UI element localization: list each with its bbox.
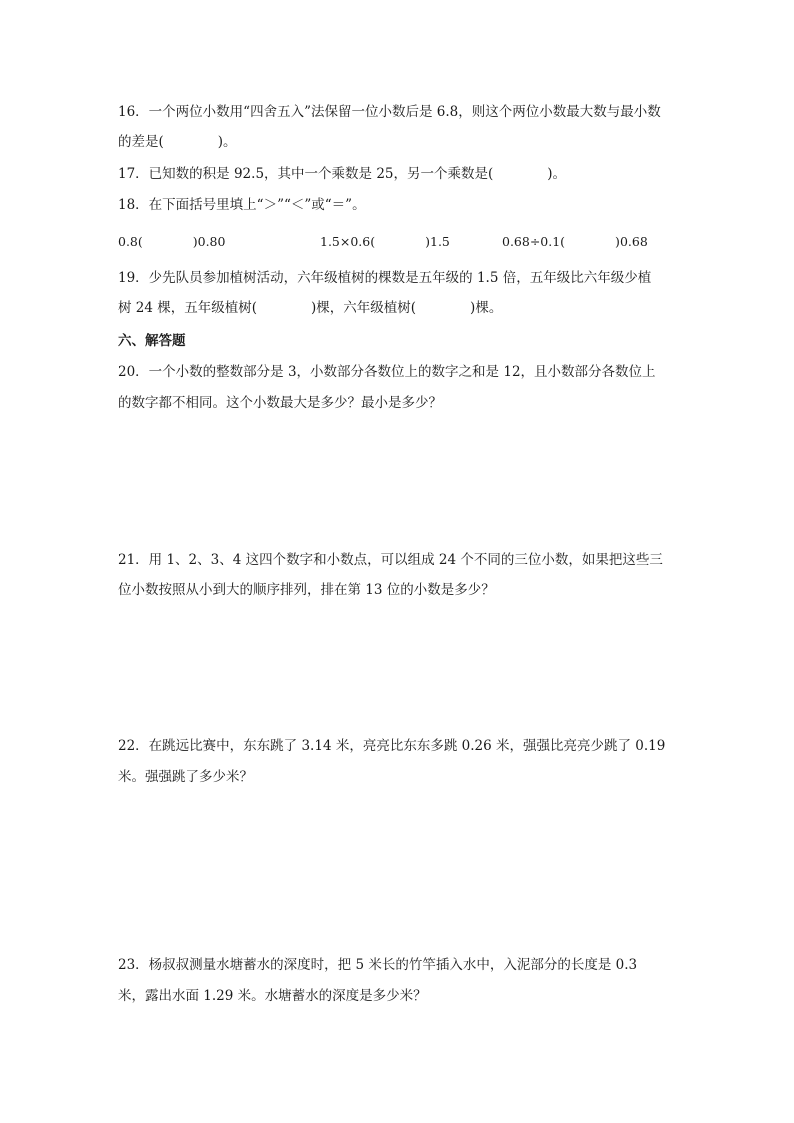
question-19-line-1: 19．少先队员参加植树活动，六年级植树的棵数是五年级的 1.5 倍，五年级比六年级少植	[118, 270, 652, 286]
question-21-line-2: 位小数按照从小到大的顺序排列，排在第 13 位的小数是多少？	[118, 582, 495, 598]
question-23-line-1: 23．杨叔叔测量水塘蓄水的深度时，把 5 米长的竹竿插入水中，入泥部分的长度是 0.3	[118, 957, 638, 973]
question-23-line-2: 米，露出水面 1.29 米。水塘蓄水的深度是多少米？	[118, 988, 427, 1004]
question-20-line-2: 的数字都不相同。这个小数最大是多少？最小是多少？	[118, 395, 442, 411]
question-17: 17．已知数的积是 92.5，其中一个乘数是 25，另一个乘数是( )。	[118, 166, 567, 182]
question-18-item-3: 0.68÷0.1( )0.68	[502, 234, 648, 249]
question-19-line-2: 树 24 棵，五年级植树( )棵，六年级植树( )棵。	[118, 300, 503, 316]
question-16-line-2: 的差是( )。	[118, 134, 237, 150]
question-21-line-1: 21．用 1、2、3、4 这四个数字和小数点，可以组成 24 个不同的三位小数，如果把这些三	[118, 552, 663, 568]
question-18-prompt: 18．在下面括号里填上“＞”“＜”或“＝”。	[118, 197, 366, 213]
question-22-line-2: 米。强强跳了多少米？	[118, 769, 253, 785]
section-6-heading: 六、解答题	[118, 333, 186, 349]
question-18-item-2: 1.5×0.6( )1.5	[320, 234, 450, 249]
question-22-line-1: 22．在跳远比赛中，东东跳了 3.14 米，亮亮比东东多跳 0.26 米，强强比亮亮少跳了 0.19	[118, 738, 666, 754]
question-18-item-1: 0.8( )0.80	[118, 234, 226, 249]
question-16-line-1: 16．一个两位小数用“四舍五入”法保留一位小数后是 6.8，则这个两位小数最大数与最小数	[118, 104, 661, 120]
question-20-line-1: 20．一个小数的整数部分是 3，小数部分各数位上的数字之和是 12，且小数部分各数位上	[118, 364, 656, 380]
